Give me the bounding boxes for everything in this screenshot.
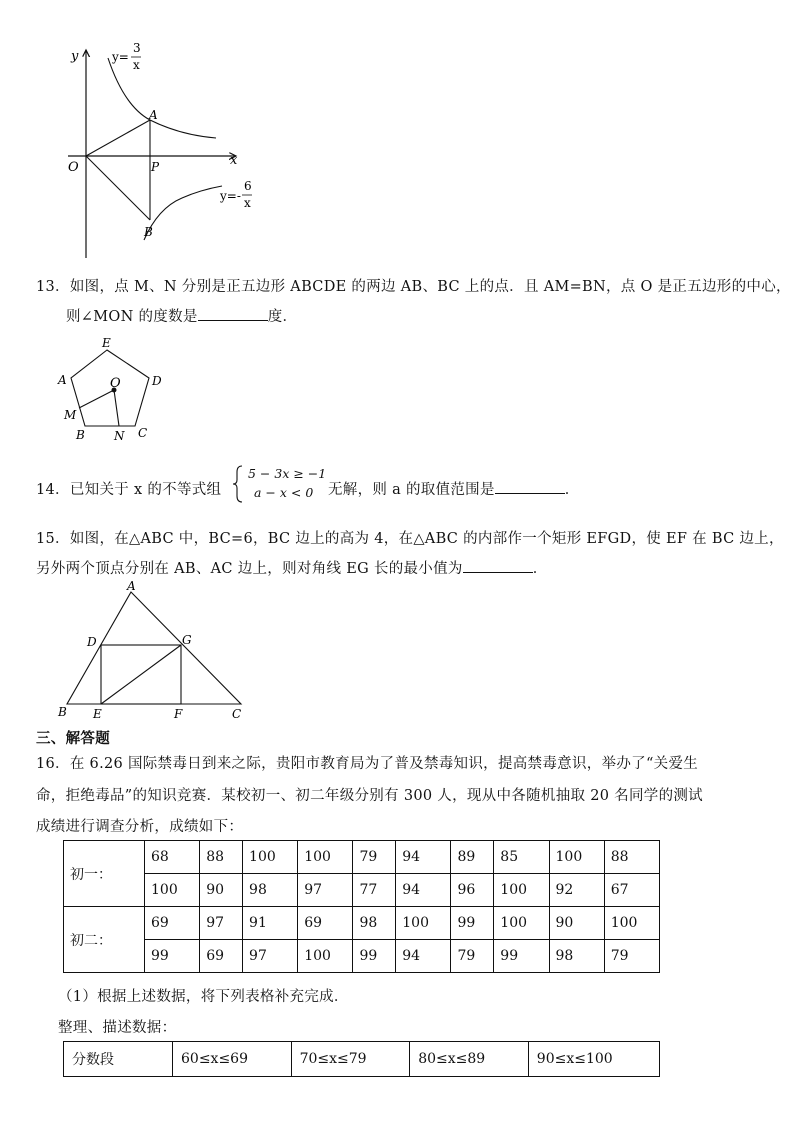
pent-label-b: B [76,428,85,442]
tri-label-c: C [232,707,242,721]
score-cell: 90 [549,907,604,940]
tri-label-a: A [127,580,136,593]
score-cell: 100 [494,874,549,907]
pent-label-o: O [110,376,121,391]
curve-bottom-den: x [244,196,251,210]
table-row [64,874,660,907]
score-cell: 88 [200,841,243,874]
table-row [64,907,660,940]
score-cell: 100 [396,907,451,940]
range-header: 分数段 [64,1042,173,1077]
score-cell: 100 [604,907,659,940]
table-row [64,841,660,874]
score-cell: 100 [243,841,298,874]
q15-answer-blank[interactable] [463,558,533,573]
q14-system-line2: a − x < 0 [254,485,314,500]
curve-top-den: x [133,58,140,72]
q13-line2 [66,305,297,326]
ranges-table [63,1041,660,1077]
score-cell: 98 [243,874,298,907]
score-cell: 79 [604,940,659,973]
score-cell: 88 [604,841,659,874]
q15-line1: 15．如图，在△ABC 中，BC=6，BC 边上的高为 4，在△ABC 的内部作一个矩形 EFGD，使 EF 在 BC 边上， [36,531,784,547]
curve-top-prefix: y= [112,50,129,64]
range-cell: 90≤x≤100 [528,1042,659,1077]
pent-label-e: E [102,336,111,350]
range-cell: 80≤x≤89 [410,1042,529,1077]
score-cell: 97 [200,907,243,940]
label-x: x [230,153,238,168]
pent-label-n: N [114,429,125,443]
score-cell: 79 [353,841,396,874]
label-p: P [151,160,160,174]
tri-label-b: B [58,705,67,719]
pent-label-d: D [152,374,162,388]
q15-text-after: ． [532,561,548,577]
pent-label-c: C [138,426,148,440]
score-cell: 100 [298,940,353,973]
table-row [64,1042,660,1077]
score-cell: 100 [298,841,353,874]
figure-q12 [40,40,270,265]
curve-positive [108,58,216,138]
q14-answer-blank[interactable] [495,479,565,494]
range-cell: 70≤x≤79 [291,1042,410,1077]
q14-system-line1: 5 − 3x ≥ −1 [248,466,327,481]
score-cell: 98 [549,940,604,973]
range-cell: 60≤x≤69 [173,1042,292,1077]
score-cell: 85 [494,841,549,874]
score-cell: 100 [494,907,549,940]
score-cell: 99 [145,940,200,973]
score-cell: 94 [396,841,451,874]
score-cell: 89 [451,841,494,874]
curve-bottom-prefix: y=- [220,189,241,203]
curve-bottom-num: 6 [244,179,252,193]
table-row [64,940,660,973]
q14-after: 无解，则 a 的取值范围是 [328,482,495,498]
score-cell: 69 [298,907,353,940]
score-cell: 100 [145,874,200,907]
score-cell: 77 [353,874,396,907]
tri-label-e: E [93,707,102,721]
pent-label-a: A [58,373,67,387]
score-cell: 90 [200,874,243,907]
score-cell: 98 [353,907,396,940]
pent-label-m: M [64,408,77,422]
grade-label: 初一： [64,841,145,907]
q15-text-before: 另外两个顶点分别在 AB、AC 边上，则对角线 EG 长的最小值为 [36,561,463,577]
q13-line1: 13．如图，点 M、N 分别是正五边形 ABCDE 的两边 AB、BC 上的点．且 AM=BN，点 O 是正五边形的中心， [36,279,791,295]
curve-top-num: 3 [133,41,141,55]
q14-before: 14．已知关于 x 的不等式组 [36,482,222,498]
score-cell: 94 [396,940,451,973]
label-y: y [71,49,79,64]
figure-q15-triangle [55,580,255,722]
scores-table [63,840,660,973]
q13-text-after: 度． [267,309,298,325]
score-cell: 97 [298,874,353,907]
q16-line2: 命，拒绝毒品”的知识竞赛．某校初一、初二年级分别有 300 人，现从中各随机抽取 20 名同学的测试 [36,788,703,804]
label-o: O [68,160,79,175]
score-cell: 94 [396,874,451,907]
score-cell: 99 [353,940,396,973]
score-cell: 92 [549,874,604,907]
tri-label-g: G [182,633,192,647]
score-cell: 100 [549,841,604,874]
tri-label-f: F [174,707,183,721]
figure-q13-pentagon [55,336,175,444]
q16-sub1: （1）根据上述数据，将下列表格补充完成． [58,989,349,1005]
score-cell: 97 [243,940,298,973]
q13-answer-blank[interactable] [198,306,268,321]
score-cell: 79 [451,940,494,973]
score-cell: 91 [243,907,298,940]
tri-label-d: D [87,635,97,649]
label-b: B [144,225,153,239]
grade-label: 初二： [64,907,145,973]
q16-line1: 16．在 6.26 国际禁毒日到来之际，贵阳市教育局为了普及禁毒知识，提高禁毒意识，举办了“关爱生 [36,756,699,772]
label-a: A [149,108,158,122]
q16-organize: 整理、描述数据： [58,1020,177,1036]
q15-line2 [36,557,548,578]
score-cell: 67 [604,874,659,907]
section-heading: 三、解答题 [36,731,110,747]
curve-negative [144,186,222,240]
score-cell: 99 [451,907,494,940]
score-cell: 69 [145,907,200,940]
q16-line3: 成绩进行调查分析，成绩如下： [36,819,244,835]
brace-icon [232,464,244,504]
score-cell: 99 [494,940,549,973]
score-cell: 69 [200,940,243,973]
q14-after-wrap [328,478,580,499]
score-cell: 68 [145,841,200,874]
q14-end: ． [564,482,580,498]
score-cell: 96 [451,874,494,907]
q13-text-before: 则∠MON 的度数是 [66,309,198,325]
